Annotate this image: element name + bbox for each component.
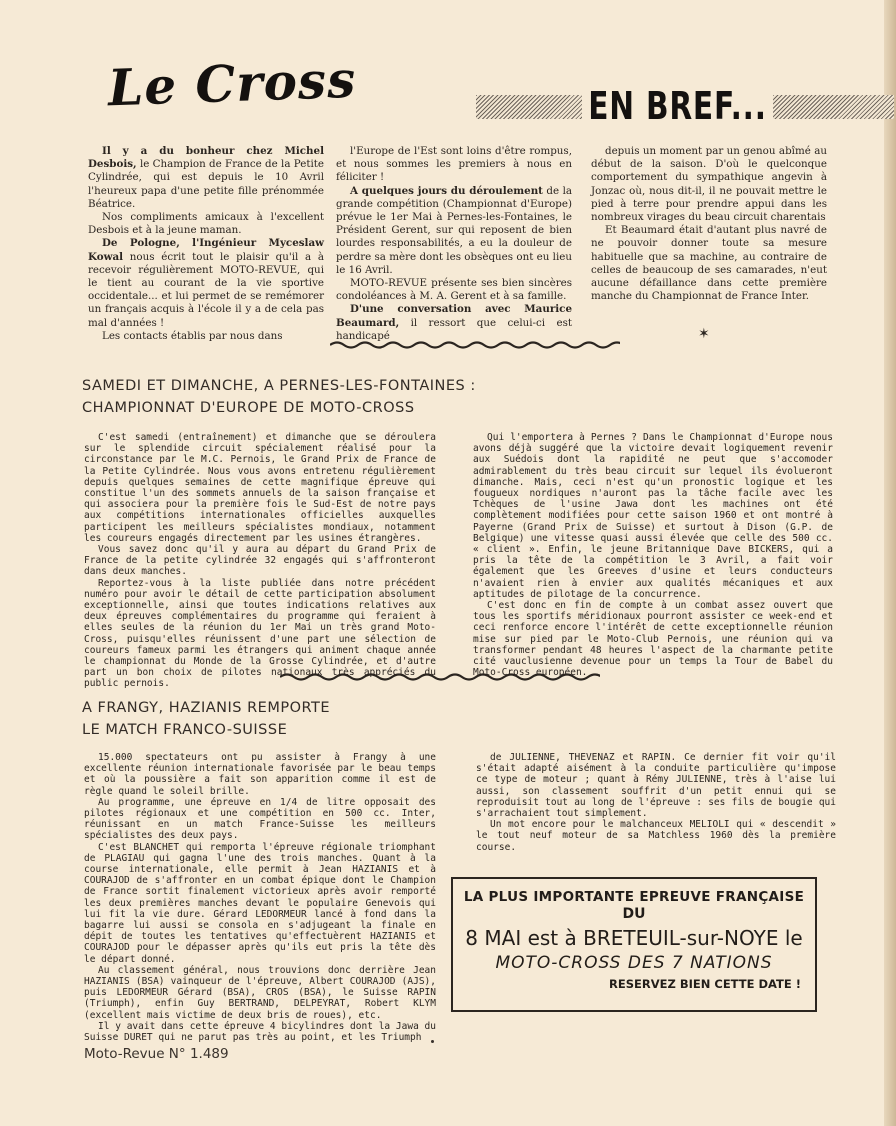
brief-text: l'Europe de l'Est sont loins d'être rompus, et nous sommes les premiers à nous en féliciter ! xyxy=(336,145,572,184)
article-headline-line1: SAMEDI ET DIMANCHE, A PERNES-LES-FONTAINES : xyxy=(82,378,476,394)
brief-paragraph xyxy=(88,145,324,211)
ad-line-5: RESERVEZ BIEN CETTE DATE ! xyxy=(609,977,801,991)
wavy-divider xyxy=(280,672,600,682)
brief-text: Les contacts établis par nous dans xyxy=(102,329,283,342)
event-advertisement xyxy=(451,877,817,1012)
brief-text: le Champion de France de la Petite Cylindrée, qui est depuis le 10 Avril l'heureux papa d'une petite fille prénommée Béatrice. xyxy=(88,158,324,210)
brief-text: Et Beaumard était d'autant plus navré de ne pouvoir donner toute sa mesure habituelle que sa machine, au contraire de celles de beaucoup de ses camarades, n'eut aucune défaillance dans cette première manche du Championnat de France Inter. xyxy=(591,224,827,303)
article-headline-line2: LE MATCH FRANCO-SUISSE xyxy=(82,722,288,738)
article-headline-line1: A FRANGY, HAZIANIS REMPORTE xyxy=(82,700,331,716)
brief-column-1 xyxy=(88,145,324,343)
star-ornament: ✶ xyxy=(698,326,710,342)
article-paragraph: C'est donc en fin de compte à un combat assez ouvert que tous les sportifs méridionaux pourront assister ce week-end et ceci renforce encore l'intérêt de cette exceptionnelle réunion mise sur pied par le Moto-Club Pernois, une réunion qui va transformer pendant 48 heures l'aspect de la charmante petite cité vauclusienne devenue pour un temps la Tour de Babel du Moto-Cross européen. xyxy=(473,600,833,679)
brief-paragraph xyxy=(88,237,324,329)
article-paragraph: Il y avait dans cette épreuve 4 bicylindres dont la Jawa du Suisse DURET qui ne parut pas très au point, et les Triumph xyxy=(84,1020,436,1044)
page-edge-shadow xyxy=(884,0,896,1126)
ad-line-1: LA PLUS IMPORTANTE EPREUVE FRANÇAISE xyxy=(463,889,805,905)
brief-column-3 xyxy=(591,145,827,303)
brief-paragraph xyxy=(88,330,324,343)
page-dot xyxy=(431,1040,434,1043)
brief-lead: Il y a du bonheur chez Michel Desbois, xyxy=(88,145,324,171)
article-headline-line2: CHAMPIONNAT D'EUROPE DE MOTO-CROSS xyxy=(82,400,415,416)
brief-lead: De Pologne, l'Ingénieur Myceslaw Kowal xyxy=(88,237,324,263)
brief-paragraph xyxy=(336,303,572,343)
article-2-left-column xyxy=(84,752,436,1043)
article-1-left-column xyxy=(84,432,436,690)
brief-text: nous écrit tout le plaisir qu'il a à recevoir régulièrement MOTO-REVUE, qui le tient au courant de la vie sportive occidentale... et lui permet de se remémorer un français acquis à l'école il y a de cela pas mal d'années ! xyxy=(88,250,324,329)
article-paragraph: de JULIENNE, THEVENAZ et RAPIN. Ce dernier fit voir qu'il s'était adapté aisément à la conduite particulière qu'impose ce type de moteur ; quant à Rémy JULIENNE, très à l'aise lui aussi, son classement souffrit d'un petit ennui qui se reproduisit tout au long de l'épreuve : ses fils de bougie qui s'arrachaient tout simplement. xyxy=(476,752,836,820)
brief-text: de la grande compétition (Championnat d'Europe) prévue le 1er Mai à Pernes-les-Fontaines, le Président Gerent, sur qui reposent de bien lourdes responsabilités, a eu la douleur de perdre sa mère dont les obsèques ont eu lieu le 16 Avril. xyxy=(336,184,572,276)
ad-line-3: 8 MAI est à BRETEUIL-sur-NOYE le xyxy=(465,926,803,950)
brief-paragraph xyxy=(88,211,324,237)
article-paragraph: Un mot encore pour le malchanceux MELIOLI qui « descendit » le tout neuf moteur de sa Matchless 1960 dès la première course. xyxy=(476,819,836,853)
ad-line-2: DU xyxy=(622,906,646,922)
article-2-right-column xyxy=(476,752,836,853)
ad-line-4: MOTO-CROSS DES 7 NATIONS xyxy=(495,953,773,973)
brief-column-2 xyxy=(336,145,572,343)
masthead-title: Le Cross xyxy=(107,49,358,118)
article-paragraph: C'est samedi (entraînement) et dimanche que se déroulera sur le splendide circuit spécialement réalisé pour la circonstance par le M.C. Pernois, le Grand Prix de France de la Petite Cylindrée. Nous vous avons entretenu régulièrement depuis quelques semaines de cette magnifique épreuve qui constitue l'un des sommets annuels de la saison française et qui associera pour la première fois le Sud-Est de notre pays aux compétitions internationales officielles auxquelles participent les meilleurs spécialistes mondiaux, notamment les coureurs engagés directement par les usines étrangères. xyxy=(84,432,436,544)
article-paragraph: Qui l'emportera à Pernes ? Dans le Championnat d'Europe nous avons déjà suggéré que la victoire devait logiquement revenir aux Suédois dont la rapidité ne peut que s'accomoder admirablement du très beau circuit sur lequel ils évolueront dimanche. Mais, ceci n'est qu'un pronostic logique et les fougueux nordiques n'auront pas la tâche facile avec les Tchèques de l'usine Jawa dont les machines ont été complètement modifiées pour cette saison 1960 et ont montré à Payerne (Grand Prix de Suisse) et surtout à Dison (G.P. de Belgique) une vitesse quasi aussi élevée que celle des 500 cc. « client ». Enfin, le jeune Britannique Dave BICKERS, qui a pris la tête de la compétition le 3 Avril, a fait voir également que les Greeves d'usine et leurs conducteurs n'avaient rien à envier aux qualités mécaniques et aux aptitudes de pilotage de la concurrence. xyxy=(473,432,833,600)
brief-paragraph xyxy=(336,277,572,303)
brief-paragraph xyxy=(336,185,572,277)
wavy-divider xyxy=(330,340,620,350)
article-paragraph: Au programme, une épreuve en 1/4 de litre opposait des pilotes régionaux et une compétition en 500 cc. Inter, réunissant en un match France-Suisse les meilleurs spécialistes des deux pays. xyxy=(84,796,436,842)
article-1-right-column xyxy=(473,432,833,678)
article-paragraph: Vous savez donc qu'il y aura au départ du Grand Prix de France de la petite cylindrée 32 engagés qui s'affronteront dans deux manches. xyxy=(84,544,436,578)
brief-text: depuis un moment par un genou abîmé au début de la saison. D'où le quelconque comportement du sympathique angevin à Jonzac où, nous dit-il, il ne pouvait mettre le pied à terre pour prendre appui dans les nombreux virages du beau circuit charentais xyxy=(591,145,827,224)
brief-text: il ressort que celui-ci est handicapé xyxy=(336,316,572,342)
article-paragraph: 15.000 spectateurs ont pu assister à Frangy à une excellente réunion internationale favorisée par le beau temps et où la poussière a fait son apparition comme il est de règle quand le soleil brille. xyxy=(84,752,436,797)
page-footer: Moto-Revue N° 1.489 xyxy=(84,1046,229,1062)
brief-paragraph xyxy=(591,145,827,224)
brief-lead: D'une conversation avec Maurice Beaumard, xyxy=(336,303,572,329)
brief-paragraph xyxy=(591,224,827,303)
section-title: EN BREF... xyxy=(582,84,773,128)
brief-paragraph xyxy=(336,145,572,185)
brief-text: Nos compliments amicaux à l'excellent Desbois et à la jeune maman. xyxy=(88,211,324,237)
brief-lead: A quelques jours du déroulement xyxy=(350,184,543,197)
article-paragraph: Reportez-vous à la liste publiée dans notre précédent numéro pour avoir le détail de cette participation absolument exceptionnelle, ainsi que toutes indications relatives aux deux épreuves complémentaires du programme qui feraient à elles seules de la réunion du 1er Mai un très grand Moto-Cross, puisqu'elles réunissent d'une part une sélection de coureurs fameux parmi les étrangers qui animent chaque année le championnat du Monde de la Grosse Cylindrée, et d'autre part un bon choix de pilotes nationaux très appréciés du public pernois. xyxy=(84,577,436,690)
brief-text: MOTO-REVUE présente ses bien sincères condoléances à M. A. Gerent et à sa famille. xyxy=(336,277,572,303)
article-paragraph: C'est BLANCHET qui remporta l'épreuve régionale triomphant de PLAGIAU qui gagna l'une des trois manches. Quant à la course internationale, elle permit à Jean HAZIANIS et à COURAJOD de s'affronter en un combat épique dont le Champion de France sortit finalement victorieux après avoir remporté les deux premières manches devant le populaire Genevois qui lui fit la vie dure. Gérard LEDORMEUR lancé à fond dans la bagarre lui aussi se consola en s'adjugeant la finale en dépit de toutes les tentatives qu'effectuèrent HAZIANIS et COURAJOD pour le dépasser après qu'ils eut pris la tête dès le départ donné. xyxy=(84,841,436,965)
article-paragraph: Au classement général, nous trouvions donc derrière Jean HAZIANIS (BSA) vainqueur de l'épreuve, Albert COURAJOD (AJS), puis LEDORMEUR Gérard (BSA), CROS (BSA), le Suisse RAPIN (Triumph), enfin Guy BERTRAND, DELPEYRAT, Robert KLYM (excellent mais victime de deux bris de roues), etc. xyxy=(84,964,436,1021)
